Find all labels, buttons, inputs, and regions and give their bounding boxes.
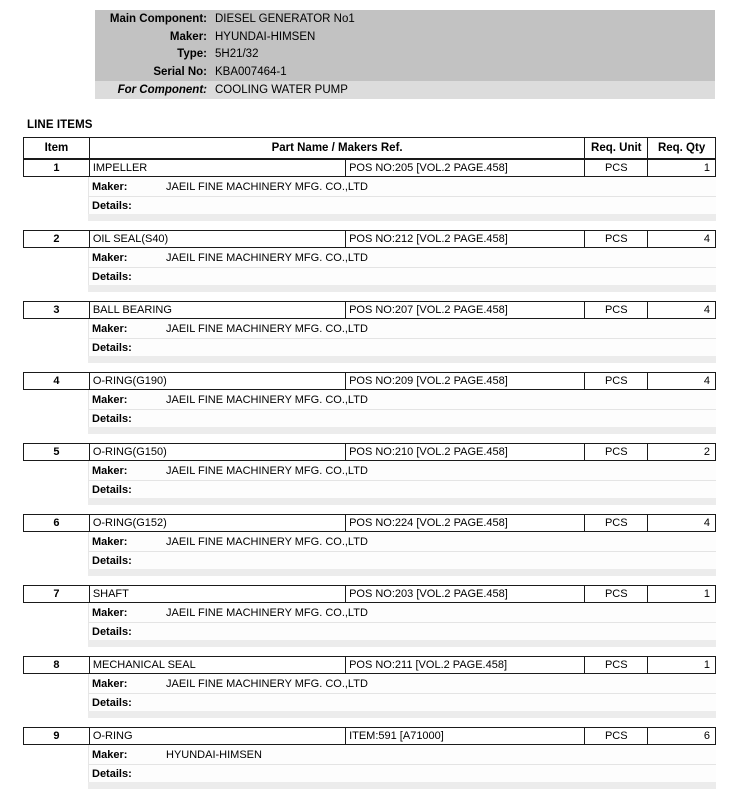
- item-number: 3: [53, 304, 60, 316]
- details-row: [88, 552, 716, 569]
- column-header-part-name: Part Name / Makers Ref.: [89, 138, 585, 158]
- line-item-block: [23, 727, 716, 789]
- details-row: [88, 481, 716, 498]
- makers-ref: POS NO:212 [VOL.2 PAGE.458]: [345, 231, 584, 247]
- line-item-block: [23, 585, 716, 647]
- maker-row-label: Maker:: [92, 748, 128, 761]
- header-row-main-component: [95, 10, 715, 28]
- req-unit: PCS: [584, 444, 647, 460]
- line-item-row: [23, 585, 716, 603]
- maker-row-value: JAEIL FINE MACHINERY MFG. CO.,LTD: [166, 535, 368, 548]
- maker-row-value: JAEIL FINE MACHINERY MFG. CO.,LTD: [166, 393, 368, 406]
- maker-row-value: JAEIL FINE MACHINERY MFG. CO.,LTD: [166, 322, 368, 335]
- part-name: OIL SEAL(S40): [89, 231, 345, 247]
- line-items-section-title: LINE ITEMS: [27, 119, 93, 131]
- item-number: 7: [53, 588, 60, 600]
- maker-row-label: Maker:: [92, 606, 128, 619]
- block-separator-strip: [88, 356, 716, 363]
- maker-row-value: JAEIL FINE MACHINERY MFG. CO.,LTD: [166, 677, 368, 690]
- req-unit: PCS: [584, 515, 647, 531]
- req-unit: PCS: [584, 302, 647, 318]
- part-name: IMPELLER: [89, 160, 345, 176]
- makers-ref: POS NO:224 [VOL.2 PAGE.458]: [345, 515, 584, 531]
- req-unit: PCS: [584, 160, 647, 176]
- item-number: 4: [53, 375, 60, 387]
- maker-row: [88, 248, 716, 268]
- line-item-block: [23, 301, 716, 363]
- for-component-label: For Component:: [117, 84, 207, 96]
- column-header-item: Item: [44, 142, 69, 154]
- block-separator-strip: [88, 711, 716, 718]
- maker-row: [88, 532, 716, 552]
- item-number: 2: [53, 233, 60, 245]
- maker-row-label: Maker:: [92, 464, 128, 477]
- item-number: 5: [53, 446, 60, 458]
- line-item-block: [23, 230, 716, 292]
- req-qty: 4: [647, 302, 715, 318]
- line-item-block: [23, 514, 716, 576]
- table-header-row: [23, 137, 716, 159]
- makers-ref: POS NO:203 [VOL.2 PAGE.458]: [345, 586, 584, 602]
- details-row-label: Details:: [92, 199, 132, 212]
- part-name: SHAFT: [89, 586, 345, 602]
- details-row-label: Details:: [92, 341, 132, 354]
- maker-row: [88, 674, 716, 694]
- makers-ref: POS NO:205 [VOL.2 PAGE.458]: [345, 160, 584, 176]
- line-item-row: [23, 301, 716, 319]
- part-name: MECHANICAL SEAL: [89, 657, 345, 673]
- line-item-row: [23, 514, 716, 532]
- maker-row-value: JAEIL FINE MACHINERY MFG. CO.,LTD: [166, 464, 368, 477]
- block-separator-strip: [88, 285, 716, 292]
- makers-ref: POS NO:211 [VOL.2 PAGE.458]: [345, 657, 584, 673]
- header-row-for-component: [95, 81, 715, 99]
- details-row: [88, 765, 716, 782]
- item-number: 1: [53, 162, 60, 174]
- block-separator-strip: [88, 640, 716, 647]
- for-component-value: COOLING WATER PUMP: [215, 84, 348, 96]
- header-row-serial-no: [95, 63, 715, 81]
- makers-ref: POS NO:210 [VOL.2 PAGE.458]: [345, 444, 584, 460]
- req-unit: PCS: [584, 657, 647, 673]
- item-number: 6: [53, 517, 60, 529]
- maker-row-label: Maker:: [92, 251, 128, 264]
- maker-row-label: Maker:: [92, 322, 128, 335]
- details-row-label: Details:: [92, 767, 132, 780]
- maker-row-value: JAEIL FINE MACHINERY MFG. CO.,LTD: [166, 251, 368, 264]
- details-row-label: Details:: [92, 412, 132, 425]
- maker-row: [88, 390, 716, 410]
- req-unit: PCS: [584, 586, 647, 602]
- maker-row-label: Maker:: [92, 180, 128, 193]
- line-item-row: [23, 656, 716, 674]
- details-row: [88, 410, 716, 427]
- req-qty: 4: [647, 373, 715, 389]
- req-qty: 1: [647, 657, 715, 673]
- column-header-req-unit: Req. Unit: [584, 138, 647, 158]
- details-row-label: Details:: [92, 270, 132, 283]
- req-unit: PCS: [584, 728, 647, 744]
- details-row-label: Details:: [92, 554, 132, 567]
- maker-row: [88, 603, 716, 623]
- line-item-row: [23, 159, 716, 177]
- maker-row-value: JAEIL FINE MACHINERY MFG. CO.,LTD: [166, 606, 368, 619]
- maker-label: Maker:: [169, 30, 207, 43]
- line-item-block: [23, 372, 716, 434]
- main-component-value: DIESEL GENERATOR No1: [215, 12, 355, 25]
- item-number: 9: [53, 730, 60, 742]
- type-label: Type:: [177, 48, 207, 61]
- item-number: 8: [53, 659, 60, 671]
- maker-row-label: Maker:: [92, 535, 128, 548]
- main-component-label: Main Component:: [109, 12, 207, 25]
- serial-no-value: KBA007464-1: [215, 66, 287, 79]
- req-qty: 4: [647, 515, 715, 531]
- line-item-row: [23, 727, 716, 745]
- makers-ref: ITEM:591 [A71000]: [345, 728, 584, 744]
- maker-row: [88, 319, 716, 339]
- maker-value: HYUNDAI-HIMSEN: [215, 30, 316, 43]
- makers-ref: POS NO:209 [VOL.2 PAGE.458]: [345, 373, 584, 389]
- details-row-label: Details:: [92, 625, 132, 638]
- req-unit: PCS: [584, 231, 647, 247]
- block-separator-strip: [88, 782, 716, 789]
- block-separator-strip: [88, 498, 716, 505]
- maker-row: [88, 461, 716, 481]
- req-qty: 1: [647, 586, 715, 602]
- line-item-block: [23, 159, 716, 221]
- details-row-label: Details:: [92, 483, 132, 496]
- block-separator-strip: [88, 214, 716, 221]
- details-row: [88, 268, 716, 285]
- column-header-req-qty: Req. Qty: [647, 138, 715, 158]
- part-name: O-RING(G152): [89, 515, 345, 531]
- req-qty: 4: [647, 231, 715, 247]
- maker-row-label: Maker:: [92, 393, 128, 406]
- component-header: [95, 10, 715, 99]
- table-body: [23, 159, 716, 789]
- line-items-table: [23, 137, 716, 798]
- header-row-type: [95, 46, 715, 64]
- part-name: O-RING(G150): [89, 444, 345, 460]
- req-qty: 2: [647, 444, 715, 460]
- details-row: [88, 623, 716, 640]
- block-separator-strip: [88, 569, 716, 576]
- part-name: BALL BEARING: [89, 302, 345, 318]
- req-unit: PCS: [584, 373, 647, 389]
- header-row-maker: [95, 28, 715, 46]
- maker-row-value: HYUNDAI-HIMSEN: [166, 748, 262, 761]
- block-separator-strip: [88, 427, 716, 434]
- maker-row-value: JAEIL FINE MACHINERY MFG. CO.,LTD: [166, 180, 368, 193]
- details-row: [88, 339, 716, 356]
- req-qty: 6: [647, 728, 715, 744]
- line-item-row: [23, 443, 716, 461]
- makers-ref: POS NO:207 [VOL.2 PAGE.458]: [345, 302, 584, 318]
- line-item-row: [23, 372, 716, 390]
- req-qty: 1: [647, 160, 715, 176]
- serial-no-label: Serial No:: [153, 66, 207, 79]
- part-name: O-RING(G190): [89, 373, 345, 389]
- type-value: 5H21/32: [215, 48, 259, 61]
- line-item-block: [23, 443, 716, 505]
- details-row: [88, 197, 716, 214]
- line-item-block: [23, 656, 716, 718]
- line-item-row: [23, 230, 716, 248]
- details-row: [88, 694, 716, 711]
- part-name: O-RING: [89, 728, 345, 744]
- maker-row: [88, 177, 716, 197]
- maker-row-label: Maker:: [92, 677, 128, 690]
- maker-row: [88, 745, 716, 765]
- details-row-label: Details:: [92, 696, 132, 709]
